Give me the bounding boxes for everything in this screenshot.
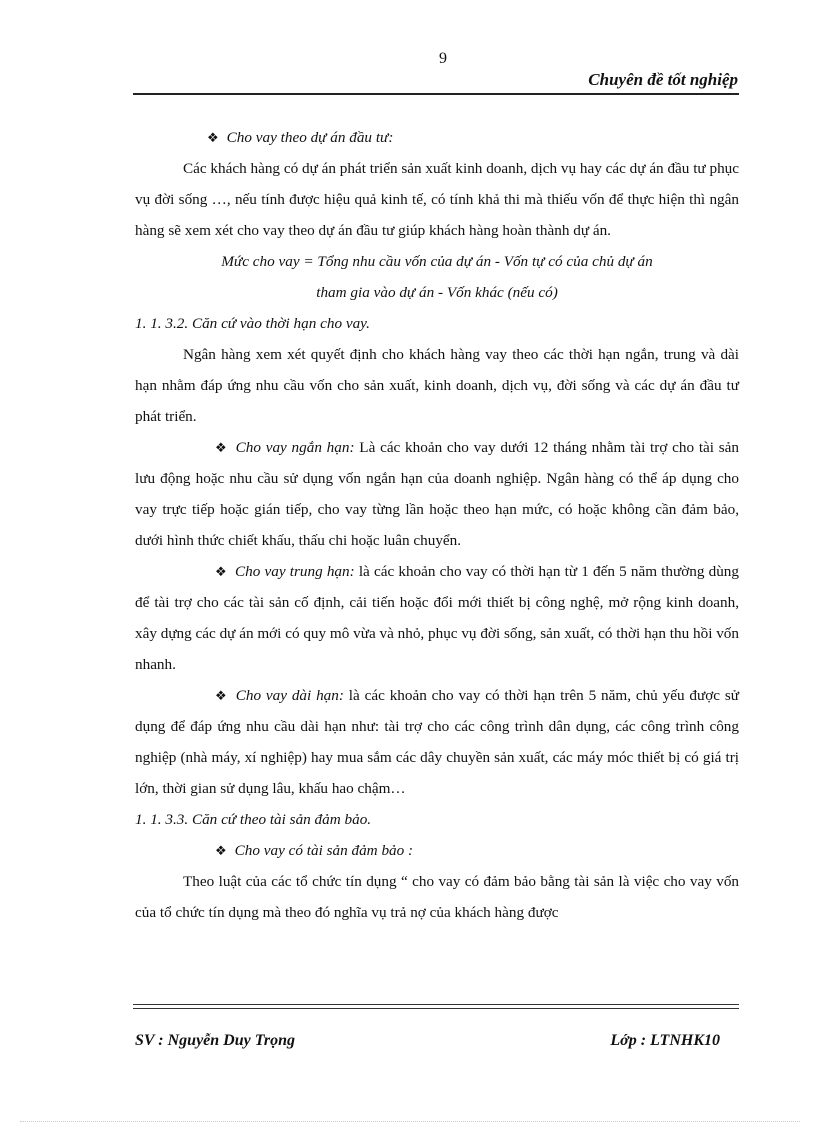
diamond-bullet-icon: ❖ <box>215 688 228 703</box>
diamond-bullet-icon: ❖ <box>207 130 219 145</box>
paragraph-loan-term: Ngân hàng xem xét quyết định cho khách hàng vay theo các thời hạn ngắn, trung và dài hạn nhằm đáp ứng nhu cầu vốn cho sản xuất, kinh doanh, dịch vụ, đời sống và các dự án đầu tư phát triển. <box>135 346 739 425</box>
paragraph-secured-loan: Theo luật của các tổ chức tín dụng “ cho vay có đảm bảo bằng tài sản là việc cho vay vốn của tổ chức tín dụng mà theo đó nghĩa vụ trả nợ của khách hàng được <box>135 873 739 921</box>
bullet-label: Cho vay có tài sản đảm bảo : <box>234 842 414 859</box>
header-divider <box>133 93 739 95</box>
diamond-bullet-icon: ❖ <box>215 440 228 455</box>
document-title: Chuyên đề tốt nghiệp <box>588 70 738 89</box>
bullet-secured-loan <box>135 835 739 866</box>
paragraph-long-term <box>135 680 739 804</box>
bullet-project-loan <box>135 122 739 153</box>
footer-student: SV : Nguyễn Duy Trọng <box>135 1032 296 1049</box>
paragraph-project-loan: Các khách hàng có dự án phát triển sản xuất kinh doanh, dịch vụ hay các dự án đầu tư phục vụ đời sống …, nếu tính được hiệu quả kinh tế, có tính khả thi mà thiếu vốn để thực hiện thì ngân hàng sẽ xem xét cho vay theo dự án đầu tư giúp khách hàng hoàn thành dự án. <box>135 160 739 239</box>
formula-line-1: Mức cho vay = Tổng nhu cầu vốn của dự án - Vốn tự có của chủ dự án <box>221 253 653 270</box>
section-heading-1132: 1. 1. 3.2. Căn cứ vào thời hạn cho vay. <box>135 315 370 332</box>
section-heading-1133: 1. 1. 3.3. Căn cứ theo tài sản đảm bảo. <box>135 811 372 828</box>
bullet-label: Cho vay theo dự án đầu tư: <box>226 129 394 146</box>
footer-divider <box>133 1004 739 1009</box>
medium-term-label: Cho vay trung hạn: <box>235 563 355 580</box>
diamond-bullet-icon: ❖ <box>215 564 228 579</box>
page-edge-line <box>20 1121 800 1122</box>
footer-class: Lớp : LTNHK10 <box>610 1032 720 1049</box>
medium-term-text: là các khoản cho vay có thời hạn từ 1 đến 5 năm thường dùng để tài trợ cho các tài sản cố định, cải tiến hoặc đổi mới thiết bị công nghệ, mở rộng kinh doanh, xây dựng các dự án mới có quy mô vừa và nhỏ, phục vụ đời sống, sản xuất, có thời hạn thu hồi vốn nhanh. <box>135 563 739 673</box>
page-number: 9 <box>439 50 447 67</box>
short-term-text: Là các khoản cho vay dưới 12 tháng nhằm tài trợ cho tài sản lưu động hoặc nhu cầu sử dụng vốn ngắn hạn của doanh nghiệp. Ngân hàng có thể áp dụng cho vay trực tiếp hoặc gián tiếp, cho vay từng lần hoặc theo hạn mức, có hoặc không cần đảm bảo, dưới hình thức chiết khấu, thấu chi hoặc luân chuyển. <box>135 439 740 549</box>
paragraph-medium-term <box>135 556 739 680</box>
long-term-label: Cho vay dài hạn: <box>235 687 344 704</box>
paragraph-short-term <box>135 432 739 556</box>
long-term-text: là các khoản cho vay có thời hạn trên 5 năm, chủ yếu được sử dụng để đáp ứng nhu cầu dài hạn như: tài trợ cho các công trình dân dụng, các công trình công nghiệp (nhà máy, xí nghiệp) hay mua sắm các dây chuyền sản xuất, các máy móc thiết bị có giá trị lớn, thời gian sử dụng lâu, khấu hao chậm… <box>135 687 740 797</box>
page-content <box>135 122 739 928</box>
formula-line-2: tham gia vào dự án - Vốn khác (nếu có) <box>316 284 558 301</box>
short-term-label: Cho vay ngắn hạn: <box>235 439 355 456</box>
diamond-bullet-icon: ❖ <box>215 843 227 858</box>
